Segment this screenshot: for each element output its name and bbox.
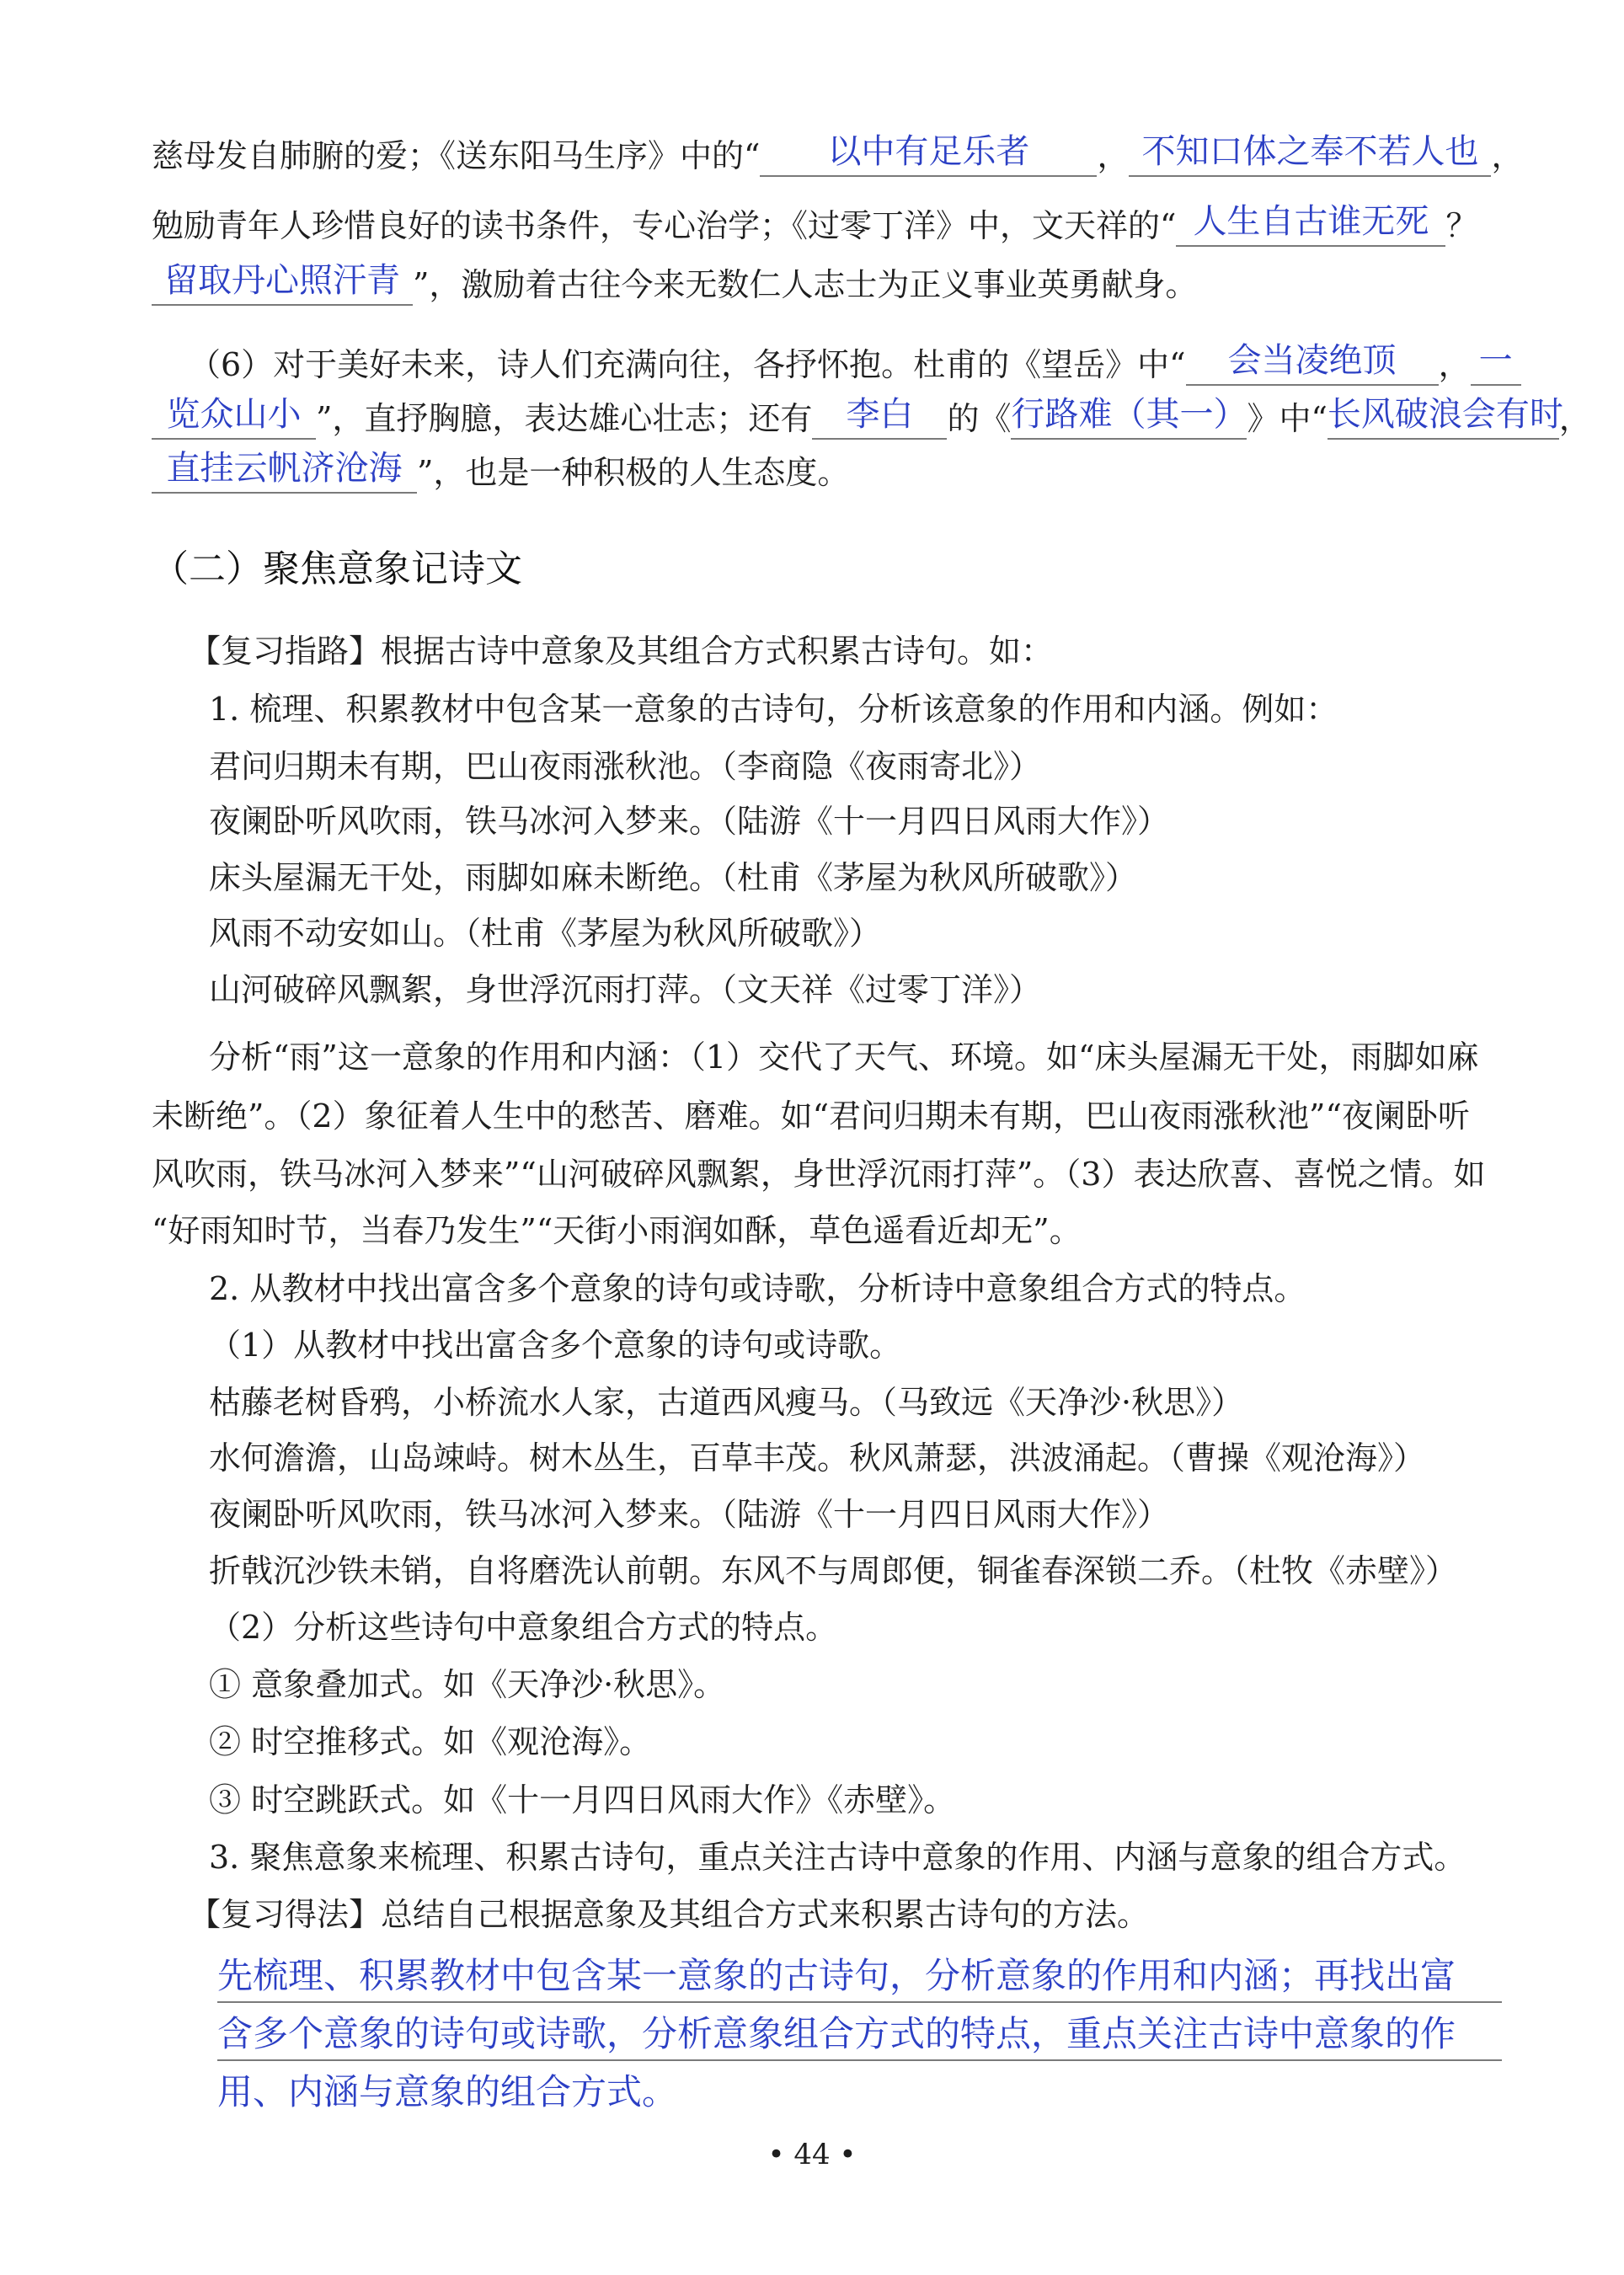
combo-type: ③ 时空跳跃式。如《十一月四日风雨大作》《赤壁》。	[209, 1781, 956, 1818]
combo-type: ① 意象叠加式。如《天净沙·秋思》。	[209, 1666, 726, 1703]
answer-blank[interactable]	[1327, 395, 1563, 440]
analysis-line: 风吹雨，铁马冰河入梦来”“山河破碎风飘絮，身世浮沉雨打萍”。（3）表达欣喜、喜悦之情。如	[152, 1156, 1486, 1193]
answer-blank[interactable]	[1129, 132, 1491, 177]
poem-line: 床头屋漏无干处，雨脚如麻未断绝。（杜甫《茅屋为秋风所破歌》）	[209, 859, 1138, 896]
handwritten-answer: 以中有足乐者	[827, 132, 1030, 171]
para6-line-1	[189, 341, 1521, 386]
poem-line: 折戟沉沙铁未销，自将磨洗认前朝。东风不与周郎便，铜雀春深锁二乔。（杜牧《赤壁》）	[209, 1552, 1458, 1589]
text: ？	[1445, 207, 1478, 244]
guide-item-3: 3. 聚焦意象来梳理、积累古诗句，重点关注古诗中意象的作用、内涵与意象的组合方式。	[209, 1839, 1466, 1876]
para6-line-2	[152, 395, 1591, 440]
method-answer-line[interactable]: 先梳理、积累教材中包含某一意象的古诗句，分析意象的作用和内涵；再找出富	[217, 1951, 1502, 2003]
poem-line: 水何澹澹，山岛竦峙。树木丛生，百草丰茂。秋风萧瑟，洪波涌起。（曹操《观沧海》）	[209, 1439, 1426, 1477]
text: 》中“	[1247, 400, 1328, 437]
answer-blank[interactable]	[152, 449, 417, 494]
guide-item-2-1: （1）从教材中找出富含多个意象的诗句或诗歌。	[209, 1327, 902, 1364]
text: （6）对于美好未来，诗人们充满向往，各抒怀抱。杜甫的《望岳》中“	[189, 346, 1186, 383]
poem-line: 山河破碎风飘絮，身世浮沉雨打萍。（文天祥《过零丁洋》）	[209, 971, 1042, 1008]
text: 慈母发自肺腑的爱；《送东阳马生序》中的“	[152, 137, 761, 174]
analysis-line: “好雨知时节，当春乃发生”“天街小雨润如酥，草色遥看近却无”。	[152, 1212, 1082, 1249]
handwritten-answer: 不知口体之奉不若人也	[1141, 132, 1479, 171]
answer-blank[interactable]	[1176, 202, 1445, 247]
text: ，	[1438, 346, 1471, 383]
para6-line-3	[152, 451, 849, 494]
page-number: • 44 •	[767, 2138, 857, 2171]
text: ”，也是一种积极的人生态度。	[417, 454, 850, 491]
text: ，	[1491, 137, 1524, 174]
poem-line: 枯藤老树昏鸦，小桥流水人家，古道西风瘦马。（马致远《天净沙·秋思》）	[209, 1384, 1244, 1421]
answer-blank[interactable]	[1186, 341, 1439, 386]
guide-item-1: 1. 梳理、积累教材中包含某一意象的古诗句，分析该意象的作用和内涵。例如：	[209, 691, 1338, 728]
method-prompt: 【复习得法】总结自己根据意象及其组合方式来积累古诗句的方法。	[189, 1896, 1150, 1933]
analysis-line: 未断绝”。（2）象征着人生中的愁苦、磨难。如“君问归期未有期，巴山夜雨涨秋池”“夜阑卧听	[152, 1097, 1470, 1135]
method-answer-line[interactable]: 含多个意象的诗句或诗歌，分析意象组合方式的特点，重点关注古诗中意象的作	[217, 2009, 1502, 2061]
answer-blank[interactable]	[812, 395, 947, 440]
analysis-line: 分析“雨”这一意象的作用和内涵：（1）交代了天气、环境。如“床头屋漏无干处，雨脚如麻	[209, 1039, 1479, 1076]
guide-item-2: 2. 从教材中找出富含多个意象的诗句或诗歌，分析诗中意象组合方式的特点。	[209, 1270, 1306, 1307]
guide-item-2-2: （2）分析这些诗句中意象组合方式的特点。	[209, 1609, 838, 1646]
handwritten-answer: 人生自古谁无死	[1193, 202, 1429, 241]
text: 的《	[947, 400, 1012, 437]
handwritten-answer: 李白	[846, 395, 914, 434]
poem-line: 风雨不动安如山。（杜甫《茅屋为秋风所破歌》）	[209, 915, 882, 952]
section-title: （二）聚焦意象记诗文	[152, 547, 522, 590]
guide-intro: 【复习指路】根据古诗中意象及其组合方式积累古诗句。如：	[189, 633, 1054, 670]
handwritten-answer: 长风破浪会有时	[1327, 395, 1563, 434]
para-top-line-3	[152, 261, 1198, 306]
text: ”，激励着古往今来无数仁人志士为正义事业英勇献身。	[413, 266, 1198, 303]
text: 勉励青年人珍惜良好的读书条件，专心治学；《过零丁洋》中，文天祥的“	[152, 207, 1177, 244]
para-top-line-2	[152, 202, 1478, 247]
handwritten-answer: 会当凌绝顶	[1227, 341, 1397, 380]
text: ，	[1097, 137, 1130, 174]
combo-type: ② 时空推移式。如《观沧海》。	[209, 1723, 652, 1760]
handwritten-answer: 览众山小	[166, 395, 302, 434]
handwritten-answer: 一	[1478, 341, 1513, 380]
handwritten-answer: 留取丹心照汗青	[164, 261, 400, 300]
answer-blank[interactable]	[152, 395, 316, 440]
answer-blank[interactable]	[760, 132, 1097, 177]
method-answer-line[interactable]: 用、内涵与意象的组合方式。	[217, 2071, 678, 2112]
poem-line: 夜阑卧听风吹雨，铁马冰河入梦来。（陆游《十一月四日风雨大作》）	[209, 803, 1170, 840]
text: ”，直抒胸臆，表达雄心壮志；还有	[316, 400, 813, 437]
answer-blank[interactable]	[152, 261, 413, 306]
text: ，	[1558, 400, 1591, 437]
poem-line: 夜阑卧听风吹雨，铁马冰河入梦来。（陆游《十一月四日风雨大作》）	[209, 1496, 1170, 1533]
poem-line: 君问归期未有期，巴山夜雨涨秋池。（李商隐《夜雨寄北》）	[209, 748, 1042, 785]
para-top-line-1	[152, 132, 1524, 177]
handwritten-answer: 行路难（其一）	[1011, 395, 1247, 434]
answer-blank[interactable]	[1011, 395, 1247, 440]
handwritten-answer: 直挂云帆济沧海	[166, 449, 403, 488]
answer-blank[interactable]	[1471, 341, 1521, 386]
